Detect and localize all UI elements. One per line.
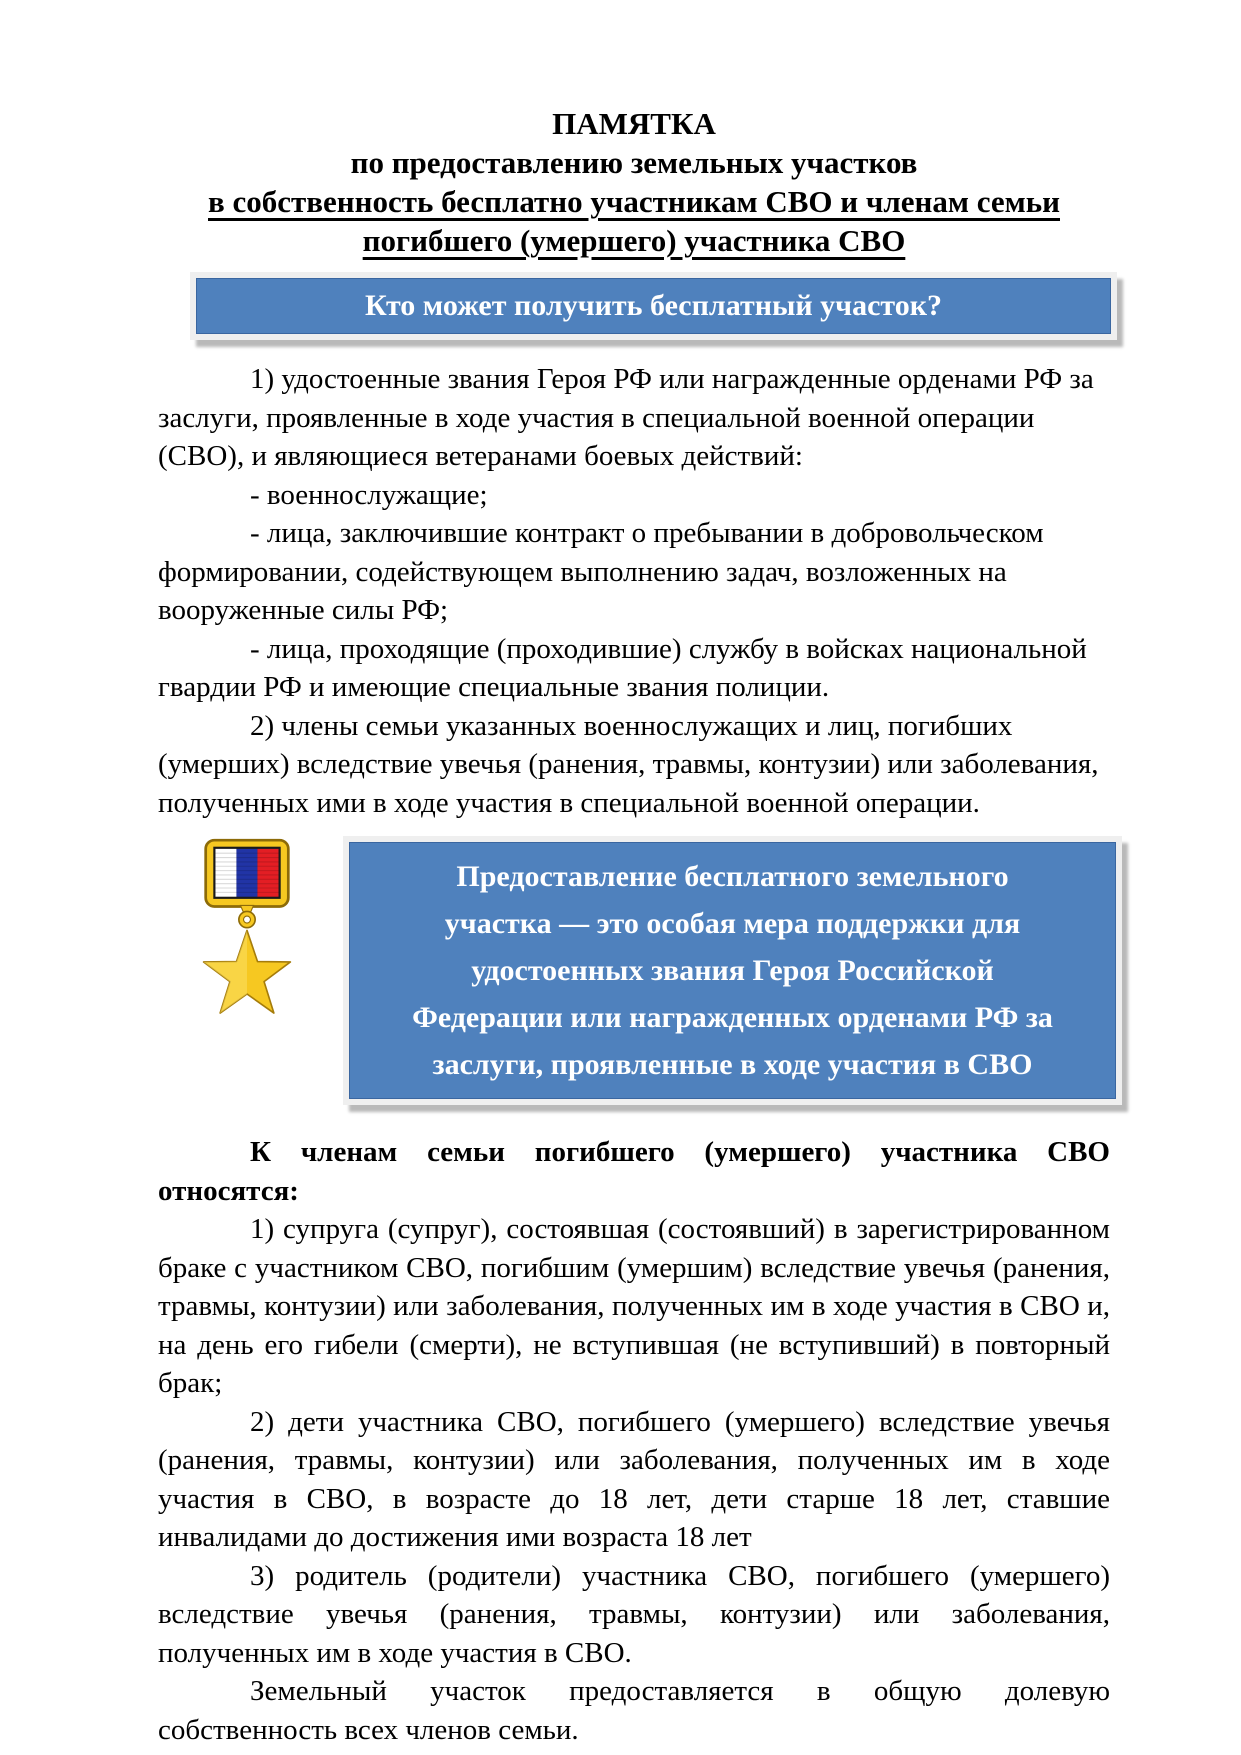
family-paragraph-shared-ownership: Земельный участок предоставляется в общую долевую собственность всех членов семьи. xyxy=(158,1675,1110,1746)
callout-line: удостоенных звания Героя Российской xyxy=(471,954,994,987)
medal-ring-hole xyxy=(244,916,251,923)
eligibility-paragraph-1: 1) удостоенные звания Героя РФ или награжденные орденами РФ за заслуги, проявленные в ходе участия в специальной военной операции (СВО), и являющиеся ветеранами боевых действий: xyxy=(158,363,1094,472)
ribbon-stripe-white xyxy=(215,849,236,897)
document-subtitle-3: погибшего (умершего) участника СВО xyxy=(362,223,906,258)
ribbon-stripe-blue xyxy=(236,849,257,897)
medal-star-highlight xyxy=(204,930,247,1013)
family-members-section xyxy=(158,1133,1110,1749)
section-banner-who-can-get: Кто может получить бесплатный участок? xyxy=(196,278,1111,334)
callout-line: заслуги, проявленные в ходе участия в СВО xyxy=(432,1048,1033,1081)
medal-callout-row xyxy=(158,836,1110,1105)
eligibility-bullet-servicemen: - военнослужащие; xyxy=(250,478,488,511)
document-title-block xyxy=(158,104,1110,260)
support-callout-frame xyxy=(343,836,1122,1105)
eligibility-paragraph-2: 2) члены семьи указанных военнослужащих и лиц, погибших (умерших) вследствие увечья (ранения, травмы, контузии) или заболевания, полученных ими в ходе участия в специальной военной операции. xyxy=(158,709,1099,819)
eligibility-section xyxy=(158,360,1110,822)
hero-of-russia-medal-icon xyxy=(198,838,296,1025)
callout-line: участка — это особая мера поддержки для xyxy=(444,907,1021,940)
eligibility-bullet-volunteers: - лица, заключившие контракт о пребывании в добровольческом формировании, содействующем выполнению задач, возложенных на вооруженные силы РФ; xyxy=(158,517,1044,626)
document-title: ПАМЯТКА xyxy=(552,106,716,141)
family-paragraph-parents: 3) родитель (родители) участника СВО, погибшего (умершего) вследствие увечья (ранения, травмы, контузии) или заболевания, полученных им в ходе участия в СВО. xyxy=(158,1559,1110,1669)
family-paragraph-spouse: 1) супруга (супруг), состоявшая (состоявший) в зарегистрированном браке с участником СВО, погибшим (умершим) вследствие увечья (ранения, травмы, контузии) или заболевания, полученных им в ходе участия в СВО и, на день его гибели (смерти), не вступившая (не вступивший) в повторный брак; xyxy=(158,1213,1110,1399)
callout-line: Федерации или награжденных орденами РФ за xyxy=(412,1001,1053,1034)
family-members-heading: К членам семьи погибшего (умершего) участника СВО относятся: xyxy=(158,1136,1110,1207)
family-paragraph-children: 2) дети участника СВО, погибшего (умершего) вследствие увечья (ранения, травмы, контузии) или заболевания, полученных им в ходе участия в СВО, в возрасте до 18 лет, дети старше 18 лет, ставшие инвалидами до достижения ими возраста 18 лет xyxy=(158,1405,1110,1553)
document-subtitle-2: в собственность бесплатно участникам СВО и членам семьи xyxy=(208,184,1060,219)
support-callout xyxy=(349,842,1116,1099)
eligibility-bullet-national-guard: - лица, проходящие (проходившие) службу в войсках национальной гвардии РФ и имеющие специальные звания полиции. xyxy=(158,632,1087,703)
document-subtitle-1: по предоставлению земельных участков xyxy=(350,145,918,180)
ribbon-stripe-red xyxy=(257,849,278,897)
section-banner-frame xyxy=(190,272,1117,340)
callout-line: Предоставление бесплатного земельного xyxy=(456,860,1009,893)
